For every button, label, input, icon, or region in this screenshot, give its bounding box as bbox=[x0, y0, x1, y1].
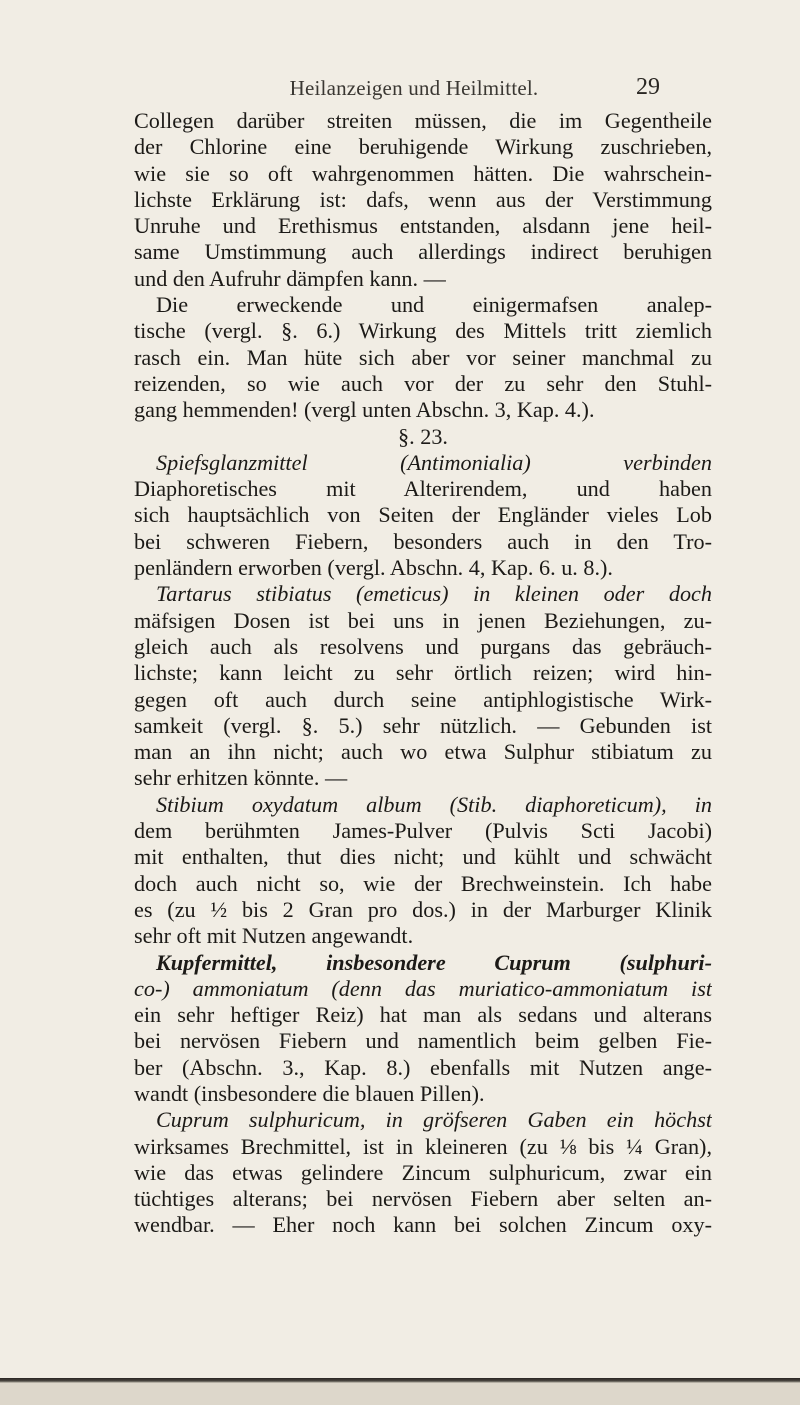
text-line: lichste Erklärung ist: dafs, wenn aus der Verstimmung bbox=[134, 186, 712, 212]
text-line: gleich auch als resolvens und purgans das gebräuch- bbox=[134, 633, 712, 659]
text-line: co-) ammoniatum (denn das muriatico-ammoniatum ist bbox=[134, 975, 712, 1001]
text-line: Spiefsglanzmittel (Antimonialia) verbinden bbox=[156, 449, 712, 475]
text-line: dem berühmten James-Pulver (Pulvis Scti Jacobi) bbox=[134, 818, 712, 844]
text-line: wie sie so oft wahrgenommen hätten. Die wahrschein- bbox=[134, 160, 712, 186]
text-line: Tartarus stibiatus (emeticus) in kleinen oder doch bbox=[156, 581, 712, 607]
text-line: reizenden, so wie auch vor der zu sehr den Stuhl- bbox=[134, 370, 712, 396]
text-line: doch auch nicht so, wie der Brechweinstein. Ich habe bbox=[134, 870, 712, 896]
text-line: bei nervösen Fiebern und namentlich beim gelben Fie- bbox=[134, 1028, 712, 1054]
running-header: Heilanzeigen und Heilmittel. bbox=[289, 76, 539, 100]
body-text bbox=[134, 108, 712, 1239]
text-line: wirksames Brechmittel, ist in kleineren (zu ⅛ bis ¼ Gran), bbox=[134, 1133, 712, 1159]
page-number: 29 bbox=[636, 74, 660, 100]
text-line: gegen oft auch durch seine antiphlogistische Wirk- bbox=[134, 686, 712, 712]
text-line: same Umstimmung auch allerdings indirect beruhigen bbox=[134, 239, 712, 265]
text-line: Kupfermittel, insbesondere Cuprum (sulphuri- bbox=[156, 949, 712, 975]
text-line: Cuprum sulphuricum, in gröfseren Gaben ein höchst bbox=[156, 1107, 712, 1133]
text-line: Diaphoretisches mit Alterirendem, und haben bbox=[134, 476, 712, 502]
text-line: wie das etwas gelindere Zincum sulphuricum, zwar ein bbox=[134, 1159, 712, 1185]
text-line: ber (Abschn. 3., Kap. 8.) ebenfalls mit Nutzen ange- bbox=[134, 1054, 712, 1080]
text-line: Stibium oxydatum album (Stib. diaphoreticum), in bbox=[156, 791, 712, 817]
text-line: man an ihn nicht; auch wo etwa Sulphur stibiatum zu bbox=[134, 739, 712, 765]
text-line: tüchtiges alterans; bei nervösen Fiebern aber selten an- bbox=[134, 1186, 712, 1212]
text-line: bei schweren Fiebern, besonders auch in den Tro- bbox=[134, 528, 712, 554]
text-line: sehr oft mit Nutzen angewandt. bbox=[134, 923, 414, 949]
text-line: penländern erworben (vergl. Abschn. 4, Kap. 6. u. 8.). bbox=[134, 555, 613, 581]
page-bottom-edge bbox=[0, 1383, 800, 1405]
text-line: Die erweckende und einigermafsen analep- bbox=[156, 292, 712, 318]
text-line: es (zu ½ bis 2 Gran pro dos.) in der Marburger Klinik bbox=[134, 896, 712, 922]
text-line: wandt (insbesondere die blauen Pillen). bbox=[134, 1080, 485, 1106]
text-line: rasch ein. Man hüte sich aber vor seiner manchmal zu bbox=[134, 344, 712, 370]
text-line: sich hauptsächlich von Seiten der Engländer vieles Lob bbox=[134, 502, 712, 528]
text-line: und den Aufruhr dämpfen kann. — bbox=[134, 265, 446, 291]
text-line: tische (vergl. §. 6.) Wirkung des Mittels tritt ziemlich bbox=[134, 318, 712, 344]
text-line: sehr erhitzen könnte. — bbox=[134, 765, 348, 791]
text-line: gang hemmenden! (vergl unten Abschn. 3, Kap. 4.). bbox=[134, 397, 595, 423]
text-line: Collegen darüber streiten müssen, die im Gegentheile bbox=[134, 108, 712, 133]
text-line: lichste; kann leicht zu sehr örtlich reizen; wird hin- bbox=[134, 660, 712, 686]
text-line: Unruhe und Erethismus entstanden, alsdann jene heil- bbox=[134, 213, 712, 239]
text-line: samkeit (vergl. §. 5.) sehr nützlich. — Gebunden ist bbox=[134, 712, 712, 738]
text-line: mäfsigen Dosen ist bei uns in jenen Beziehungen, zu- bbox=[134, 607, 712, 633]
text-line: ein sehr heftiger Reiz) hat man als sedans und alterans bbox=[134, 1002, 712, 1028]
text-line: mit enthalten, thut dies nicht; und kühlt und schwächt bbox=[134, 844, 712, 870]
text-line: der Chlorine eine beruhigende Wirkung zuschrieben, bbox=[134, 134, 712, 160]
text-line: wendbar. — Eher noch kann bei solchen Zincum oxy- bbox=[134, 1212, 712, 1238]
section-heading: §. 23. bbox=[398, 423, 448, 449]
